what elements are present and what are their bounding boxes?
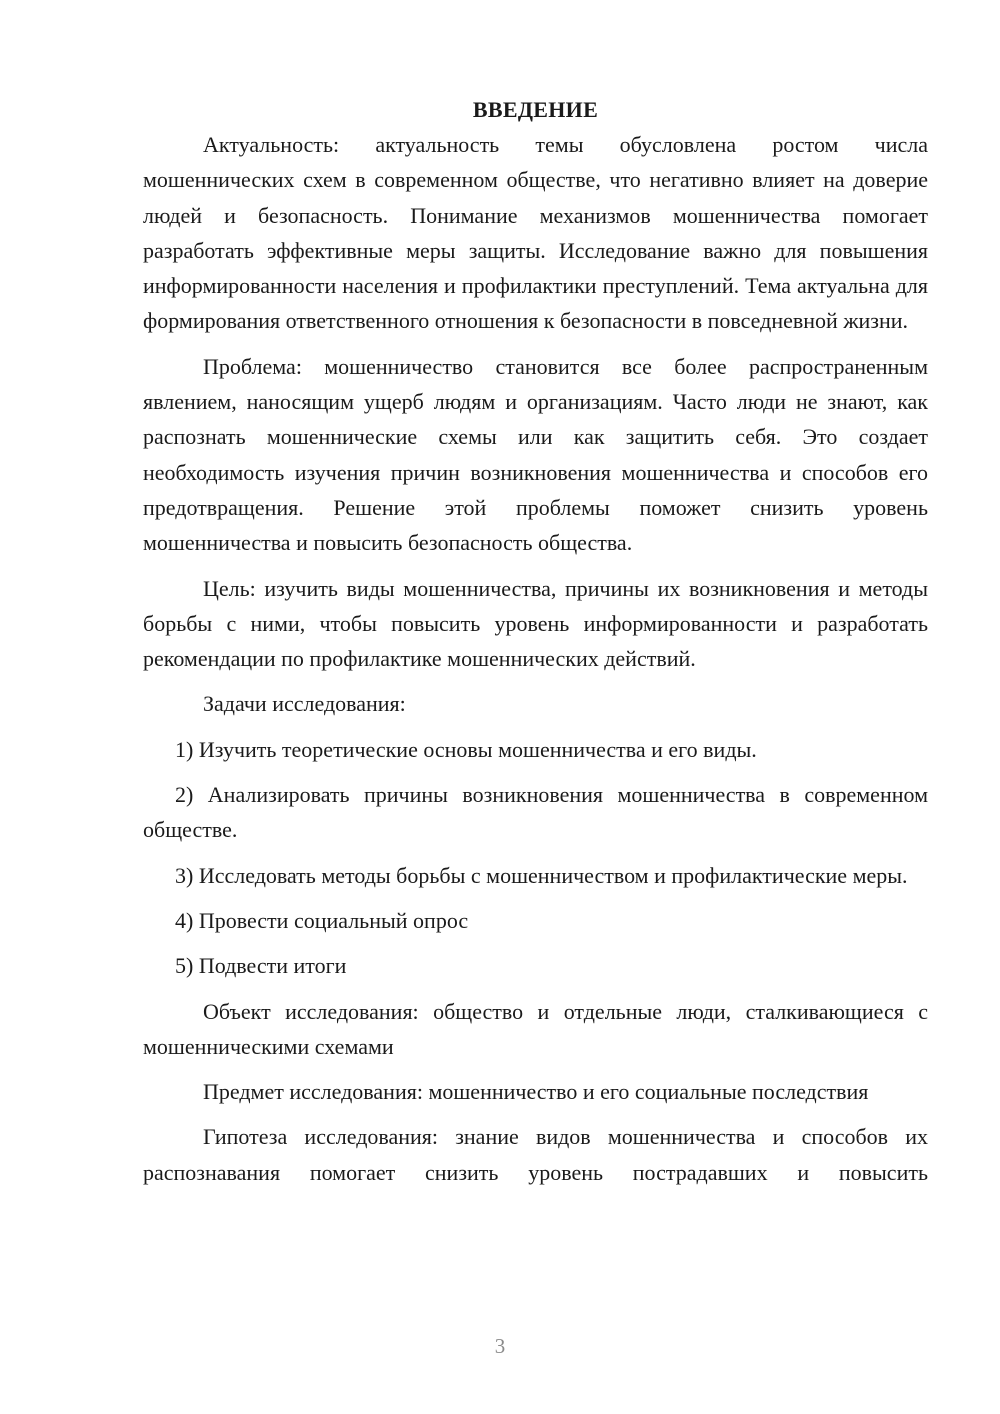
hypothesis-paragraph: Гипотеза исследования: знание видов мошенничества и способов их распознавания помогает снизить уровень пострадавших и повысить [143,1124,928,1185]
page-number: 3 [494,1334,506,1358]
section-heading: ВВЕДЕНИЕ [472,97,599,122]
goal-paragraph: Цель: изучить виды мошенничества, причины их возникновения и методы борьбы с ними, чтобы повысить уровень информированности и разработать рекомендации по профилактике мошеннических действий. [143,575,928,672]
object-paragraph: Объект исследования: общество и отдельные люди, сталкивающиеся с мошенническими схемами [143,998,928,1059]
task-item-5: 5) Подвести итоги [175,953,347,979]
problem-paragraph: Проблема: мошенничество становится все более распространенным явлением, наносящим ущерб людям и организациям. Часто люди не знают, как распознать мошеннические схемы или как защитить себя. Это создает необходимость изучения причин возникновения мошенничества и способов его предотвращения. Решение этой проблемы поможет снизить уровень мошенничества и повысить безопасность общества. [143,353,928,556]
task-item-2: 2) Анализировать причины возникновения мошенничества в современном обществе. [143,782,928,843]
subject-paragraph: Предмет исследования: мошенничество и его социальные последствия [203,1079,869,1105]
document-page [143,92,928,1190]
tasks-title: Задачи исследования: [203,691,406,717]
task-item-1: 1) Изучить теоретические основы мошенничества и его виды. [175,736,757,762]
relevance-paragraph: Актуальность: актуальность темы обусловлена ростом числа мошеннических схем в современном обществе, что негативно влияет на доверие людей и безопасность. Понимание механизмов мошенничества помогает разработать эффективные меры защиты. Исследование важно для повышения информированности населения и профилактики преступлений. Тема актуальна для формирования ответственного отношения к безопасности в повседневной жизни. [143,132,928,334]
task-item-4: 4) Провести социальный опрос [175,907,469,933]
task-item-3: 3) Исследовать методы борьбы с мошенничеством и профилактические меры. [175,862,908,888]
